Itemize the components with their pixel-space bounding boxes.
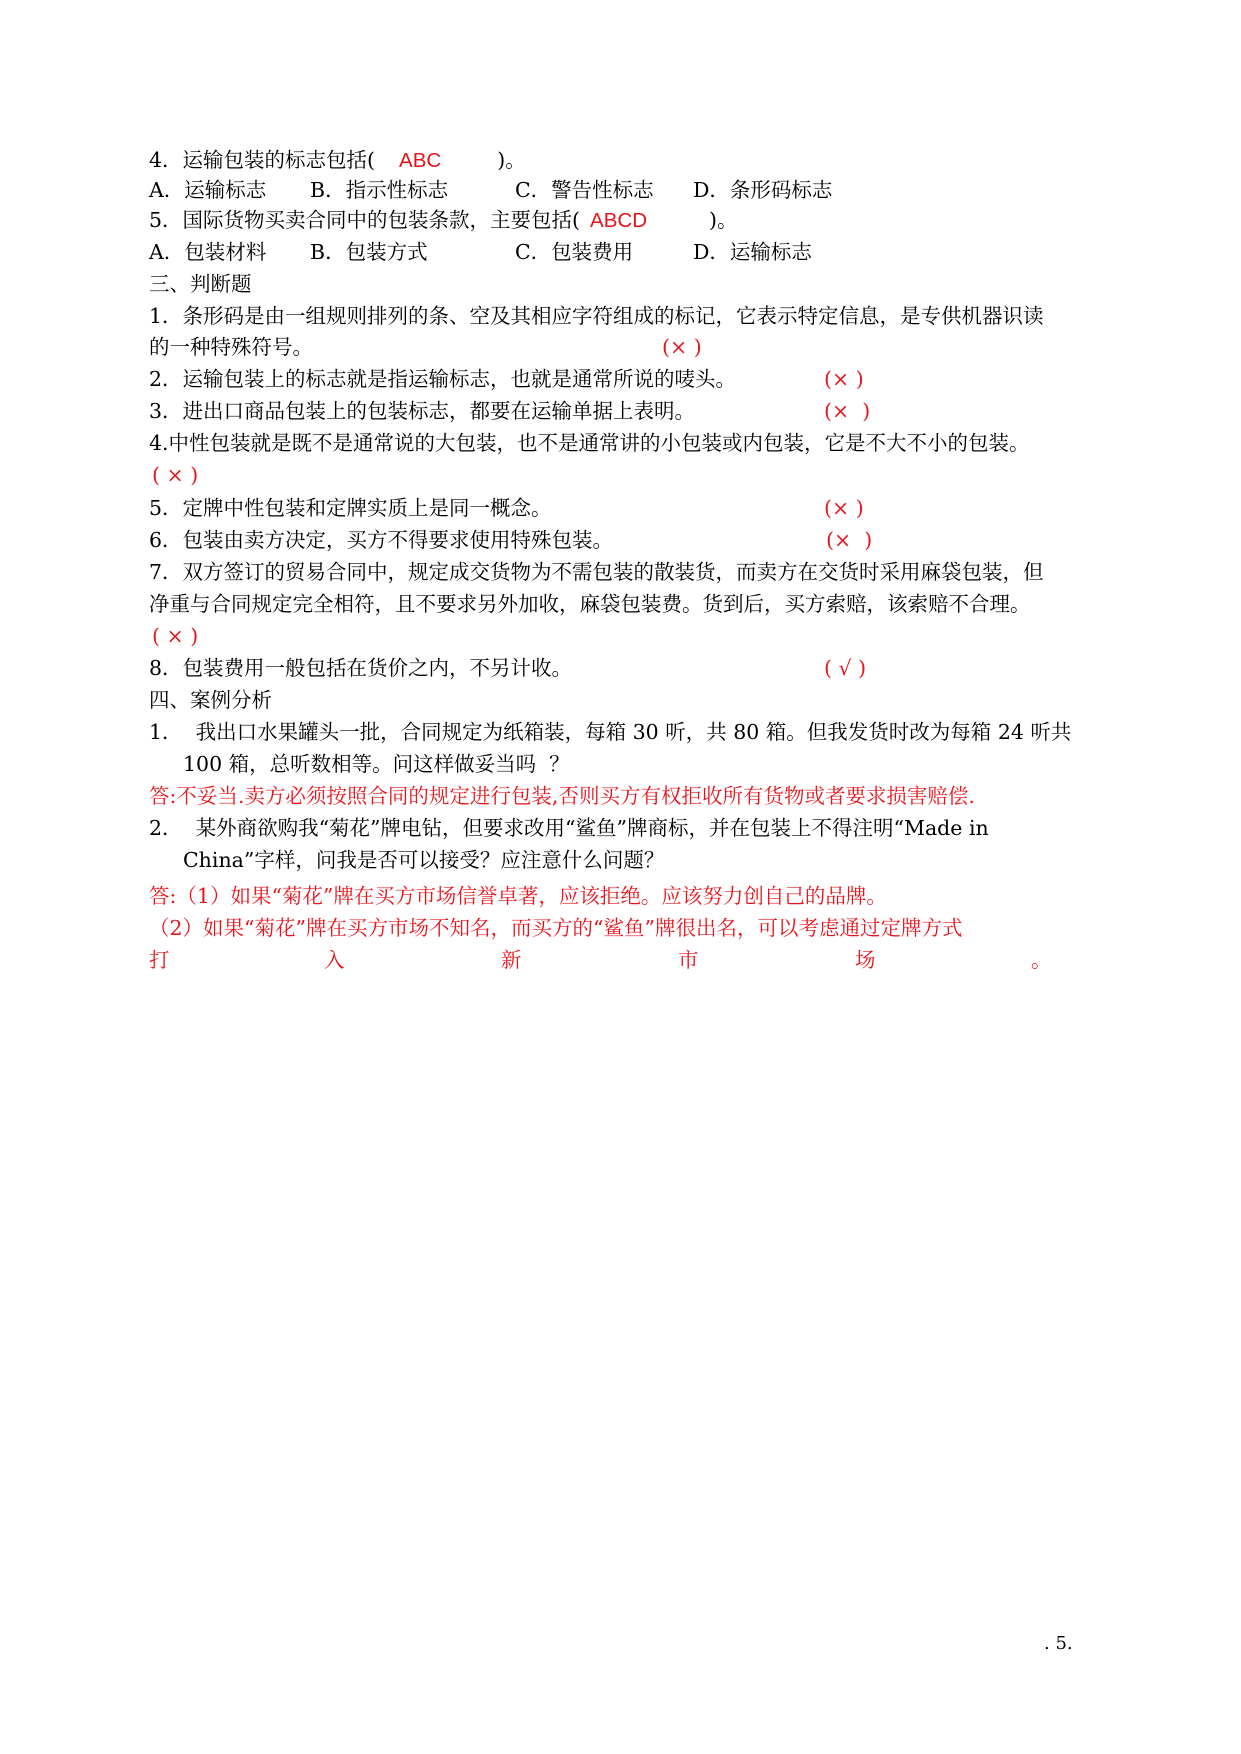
judge-item-6: 6．包装由卖方决定，买方不得要求使用特殊包装。 [149,528,614,552]
option-b: B．包装方式 [310,240,428,264]
judge-mark-7: ( × ) [152,624,199,648]
case-2-answer-line2: （2）如果“菊花”牌在买方市场不知名，而买方的“鲨鱼”牌很出名，可以考虑通过定牌方式 [149,916,963,940]
judge-item-7-line2: 净重与合同规定完全相符，且不要求另外加收，麻袋包装费。货到后，买方索赔，该索赔不合理。 [149,592,1031,616]
judge-mark-8: ( √ ) [824,656,867,680]
judge-item-4: 4.中性包装就是既不是通常说的大包装，也不是通常讲的小包装或内包装，它是不大不小的包装。 [149,431,1030,455]
option-c: C．警告性标志 [515,178,654,202]
option-d: D．运输标志 [693,240,812,264]
case-1-line2: 100 箱，总听数相等。问这样做妥当吗 ？ [183,752,570,776]
case-2-answer-line1: 答:（1）如果“菊花”牌在买方市场信誉卓著，应该拒绝。应该努力创自己的品牌。 [149,884,887,908]
judge-mark-3: (× ) [824,399,871,423]
answer-q5: ABCD [590,209,648,232]
judge-mark-1: (× ) [662,335,702,359]
spread-char: 新 [501,948,522,972]
question-5: 5．国际货物买卖合同中的包装条款，主要包括( ABCD )。 [149,208,738,232]
spread-char: 场 [855,948,876,972]
spread-char: 打 [149,948,170,972]
case-1-answer: 答:不妥当.卖方必须按照合同的规定进行包装,否则买方有权拒收所有货物或者要求损害赔偿. [149,784,975,808]
option-c: C．包装费用 [515,240,634,264]
option-a: A．运输标志 [149,178,267,202]
case-2-line2: China”字样，问我是否可以接受？应注意什么问题？ [183,848,665,872]
case-1-line1: 1． 我出口水果罐头一批，合同规定为纸箱装，每箱 30 听，共 80 箱。但我发货时改为每箱 24 听共 [149,720,1072,744]
question-5-options [149,238,812,266]
spread-char: 入 [324,948,345,972]
judge-item-7-line1: 7．双方签订的贸易合同中，规定成交货物为不需包装的散装货，而卖方在交货时采用麻袋包装，但 [149,560,1044,584]
question-4-options [149,176,833,204]
spread-char: 。 [1031,948,1052,972]
page-number: . 5. [1044,1633,1073,1654]
judge-item-1-line2: 的一种特殊符号。 [149,335,313,359]
option-d: D．条形码标志 [693,178,833,202]
judge-item-3: 3．进出口商品包装上的包装标志，都要在运输单据上表明。 [149,399,696,423]
judge-item-5: 5．定牌中性包装和定牌实质上是同一概念。 [149,496,552,520]
judge-item-1-line1: 1．条形码是由一组规则排列的条、空及其相应字符组成的标记，它表示特定信息，是专供机器识读 [149,304,1044,328]
section-4-title: 四、案例分析 [149,688,272,712]
spread-char: 市 [678,948,699,972]
judge-item-8: 8．包装费用一般包括在货价之内，不另计收。 [149,656,573,680]
answer-q4: ABC [399,149,442,172]
section-3-title: 三、判断题 [149,272,252,296]
question-4: 4．运输包装的标志包括( ABC )。 [149,148,526,172]
case-2-line1: 2． 某外商欲购我“菊花”牌电钻，但要求改用“鲨鱼”牌商标，并在包装上不得注明“Made in [149,816,989,840]
judge-item-2: 2．运输包装上的标志就是指运输标志，也就是通常所说的唛头。 [149,367,737,391]
judge-mark-5: (× ) [824,496,864,520]
judge-mark-2: (× ) [824,367,864,391]
judge-mark-6: (× ) [826,528,873,552]
judge-mark-4: ( × ) [152,463,199,487]
option-b: B．指示性标志 [310,178,449,202]
option-a: A．包装材料 [149,240,267,264]
